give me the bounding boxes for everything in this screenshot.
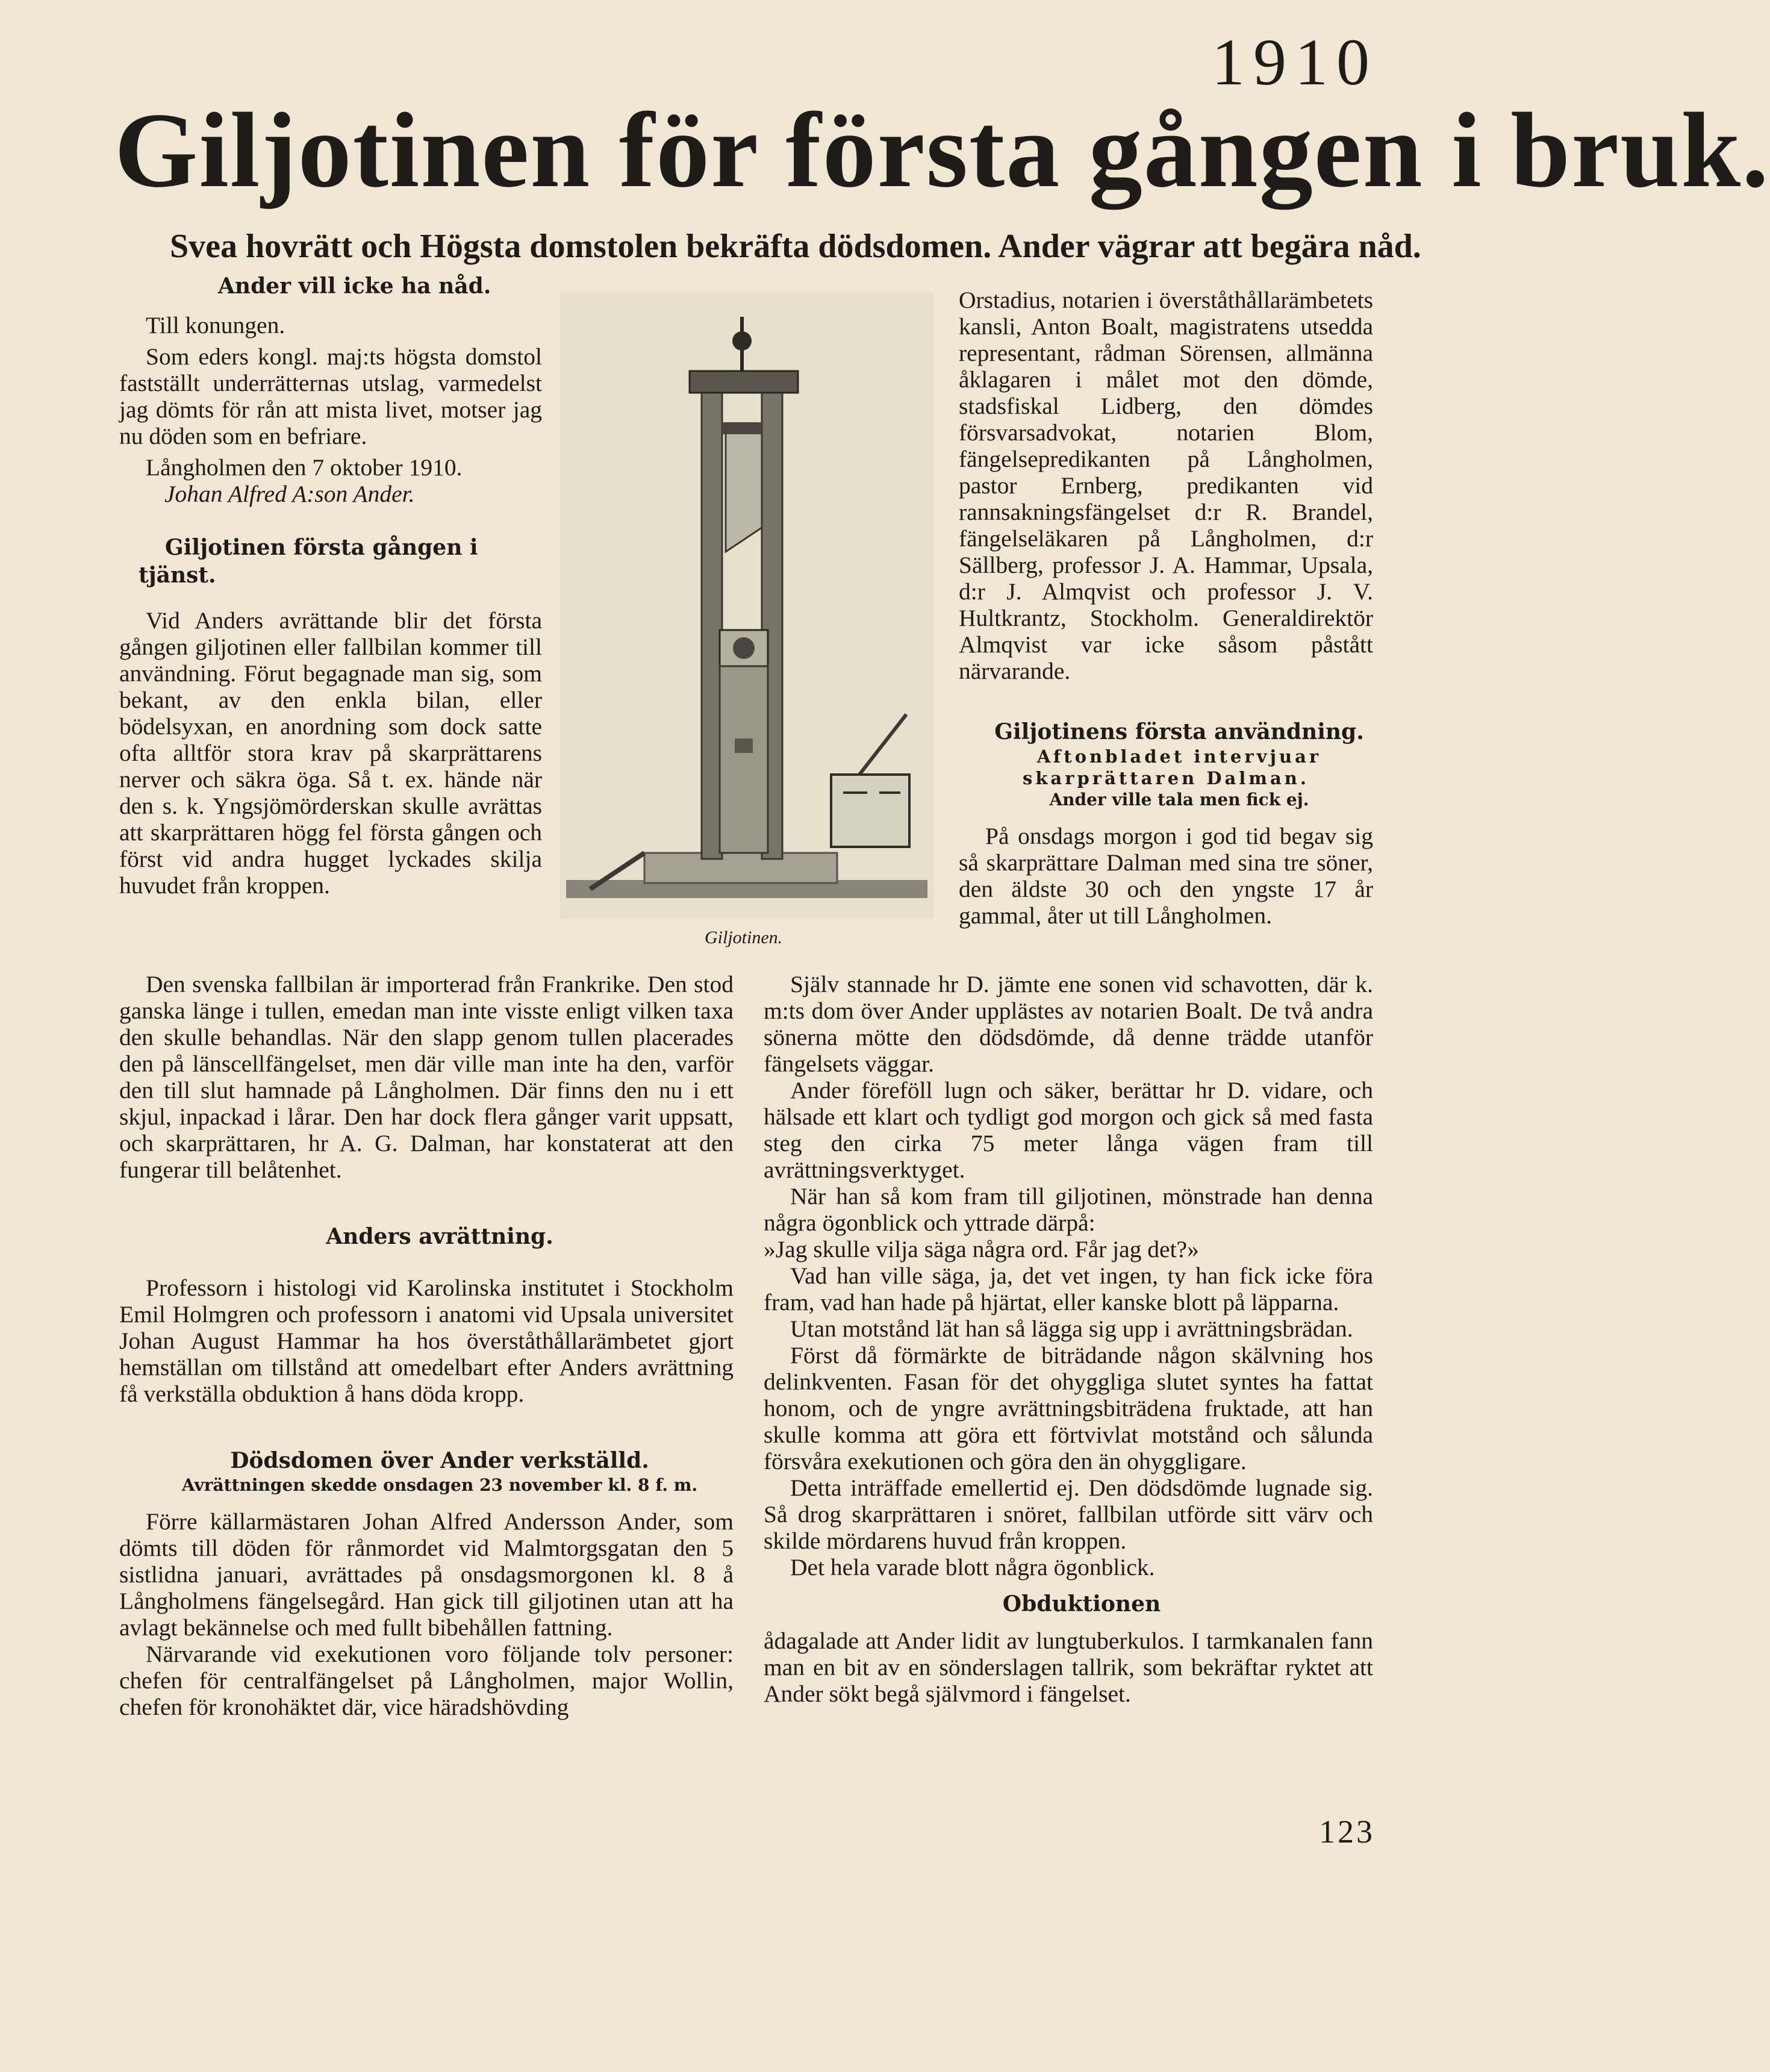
paragraph-fallbilan: Den svenska fallbilan är importerad från Frankrike. Den stod ganska länge i tullen, emedan man inte visste enligt vilken taxa den skulle behandlas. När den slapp genom tullen placerades den på länscellfängelset, men där ville man inte ha den, varför den till slut hamnade på Långholmen. Där finns den nu i ett skjul, inpackad i lårar. Den har dock flera gånger varit uppsatt, och skarprättaren, hr A. G. Dalman, har konstaterat att den fungerar till belåtenhet. — [119, 971, 734, 1183]
guillotine-illustration — [554, 293, 940, 926]
section-subheading-aftonbladet: Aftonbladet intervjuar skarprättaren Dalman. — [1023, 746, 1322, 788]
figure-caption: Giljotinen. — [705, 928, 783, 947]
section-subheading-ville-tala: Ander ville tala men fick ej. — [1049, 790, 1309, 810]
letter-signature: Johan Alfred A:son Ander. — [164, 481, 415, 507]
section-heading-dodsdomen: Dödsdomen över Ander verkställd. — [230, 1448, 649, 1473]
section-heading-obduktionen: Obduktionen — [1002, 1591, 1161, 1617]
paragraph-avrattad: Förre källarmästaren Johan Alfred Andersson Ander, som dömts till döden för rånmordet vid Malmtorgsgatan den 5 sistlidna januari, avrättades på onsdagsmorgonen kl. 8 å Långholmens fängelsegård. Han gick till giljotinen utan att ha avlagt bekännelse och med fullt bibehållen fattning. — [119, 1508, 734, 1641]
paragraph-monstrade: När han så kom fram till giljotinen, mönstrade han denna några ögonblick och yttrade därpå: — [764, 1183, 1373, 1236]
section-heading-anders-avrattning: Anders avrättning. — [326, 1224, 553, 1249]
paragraph-skalvning: Först då förmärkte de biträdande någon skälvning hos delinkventen. Fasan för det ohyggliga slutet syntes ha fattat honom, och de yngre avrättningsbiträdena fruktade, att han skulle komma att göra ett förtvivlat motstånd och sålunda försvåra exekutionen och göra den än ohyggligare. — [764, 1342, 1373, 1474]
paragraph-schavotten: Själv stannade hr D. jämte ene sonen vid schavotten, där k. m:ts dom över Ander upplästes av notarien Boalt. De två andra sönerna mötte den dödsdömde, då denne trädde utanför fängelsets väggar. — [764, 971, 1373, 1077]
section-subheading-dodsdomen: Avrättningen skedde onsdagen 23 november kl. 8 f. m. — [181, 1475, 698, 1495]
letter-place-date: Långholmen den 7 oktober 1910. — [146, 454, 463, 481]
paragraph-vad-han-ville: Vad han ville säga, ja, det vet ingen, ty han fick icke föra fram, vad han hade på hjärtat, eller kanske blott på läpparna. — [764, 1262, 1373, 1315]
paragraph-forsta-gangen: Vid Anders avrättande blir det första gången giljotinen eller fallbilan kommer till användning. Förut begagnade man sig, som bekant, av den enkla bilan, eller bödelsyxan, en anordning som dock satte ofta alltför stora krav på skarprättarens nerver och säkra öga. Så t. ex. hände när den s. k. Yngsjömörderskan skulle avrättas att skarprättaren högg fel första gången och först vid andra hugget lyckades skilja huvudet från kroppen. — [119, 607, 542, 899]
article-title: Giljotinen för första gången i bruk. — [114, 90, 1770, 210]
left-column-top — [119, 272, 542, 899]
left-column-bottom — [119, 971, 734, 1720]
paragraph-obduktionen: ådagalade att Ander lidit av lungtuberkulos. I tarmkanalen fann man en bit av en sönderslagen tallrik, som bekräftar ryktet att Ander sökt begå självmord i fängelset. — [764, 1627, 1373, 1707]
paragraph-lugn-och-saker: Ander föreföll lugn och säker, berättar hr D. vidare, och hälsade ett klart och tydligt god morgon och gick så med fasta steg den cirka 75 meter långa vägen fram till avrättningsverktyget. — [764, 1077, 1373, 1183]
section-heading-forsta-anvandning: Giljotinens första användning. — [994, 719, 1364, 744]
letter-body: Som eders kongl. maj:ts högsta domstol fastställt underrätternas utslag, varmedelst jag dömts för rån att mista livet, motser jag nu döden som en befriare. — [119, 343, 542, 449]
section-heading-forsta-gangen: Giljotinen första gången i tjänst. — [139, 535, 478, 588]
paragraph-utan-motstand: Utan motstånd lät han så lägga sig upp i avrättningsbrädan. — [790, 1315, 1353, 1342]
article-subtitle: Svea hovrätt och Högsta domstolen bekräfta dödsdomen. Ander vägrar att begära nåd. — [170, 228, 1421, 265]
paragraph-onsdags-morgon: På onsdags morgon i god tid begav sig så skarprättare Dalman med sina tre söner, den äldste 30 och den yngste 17 år gammal, åter ut till Långholmen. — [959, 823, 1373, 929]
paragraph-quote: »Jag skulle vilja säga några ord. Får jag det?» — [764, 1236, 1199, 1262]
letter-address: Till konungen. — [146, 312, 285, 339]
paragraph-obduktion-request: Professorn i histologi vid Karolinska institutet i Stockholm Emil Holmgren och professorn i anatomi vid Upsala universitet Johan August Hammar ha hos överståthållarämbetet gjort hemställan om tillstånd att omedelbart efter Anders avrättning få verkställa obduktion å hans döda kropp. — [119, 1275, 734, 1407]
guillotine-icon — [554, 293, 940, 926]
paragraph-lugnade-sig: Detta inträffade emellertid ej. Den dödsdömde lugnade sig. Så drog skarprättaren i snöret, fallbilan utförde sitt värv och skilde mördarens huvud från kroppen. — [764, 1474, 1373, 1554]
paragraph-narvarande: Närvarande vid exekutionen voro följande tolv personer: chefen för centralfängelset på Långholmen, major Wollin, chefen för kronohäktet där, vice häradshövding — [119, 1641, 734, 1720]
paragraph-ogonblick: Det hela varade blott några ögonblick. — [790, 1554, 1155, 1581]
paragraph-persons-list: Orstadius, notarien i överståthållarämbetets kansli, Anton Boalt, magistratens utsedda representant, rådman Sörensen, allmänna åklagaren i målet mot den dömde, stadsfiskal Lidberg, den dömdes försvarsadvokat, notarien Blom, fängelsepredikanten på Långholmen, pastor Ernberg, predikanten vid rannsakningsfängelset d:r R. Brandel, fängelseläkaren på Långholmen, d:r Sällberg, professor J. A. Hammar, Upsala, d:r J. Almqvist och professor J. V. Hultkrantz, Stockholm. Generaldirektör Almqvist var icke såsom påstått närvarande. — [959, 287, 1373, 684]
page-number: 123 — [1319, 1814, 1375, 1850]
right-column-bottom — [764, 971, 1373, 1707]
year-heading: 1910 — [1212, 25, 1378, 99]
section-heading-ander-nad: Ander vill icke ha nåd. — [218, 273, 491, 299]
right-column-top — [959, 287, 1373, 929]
